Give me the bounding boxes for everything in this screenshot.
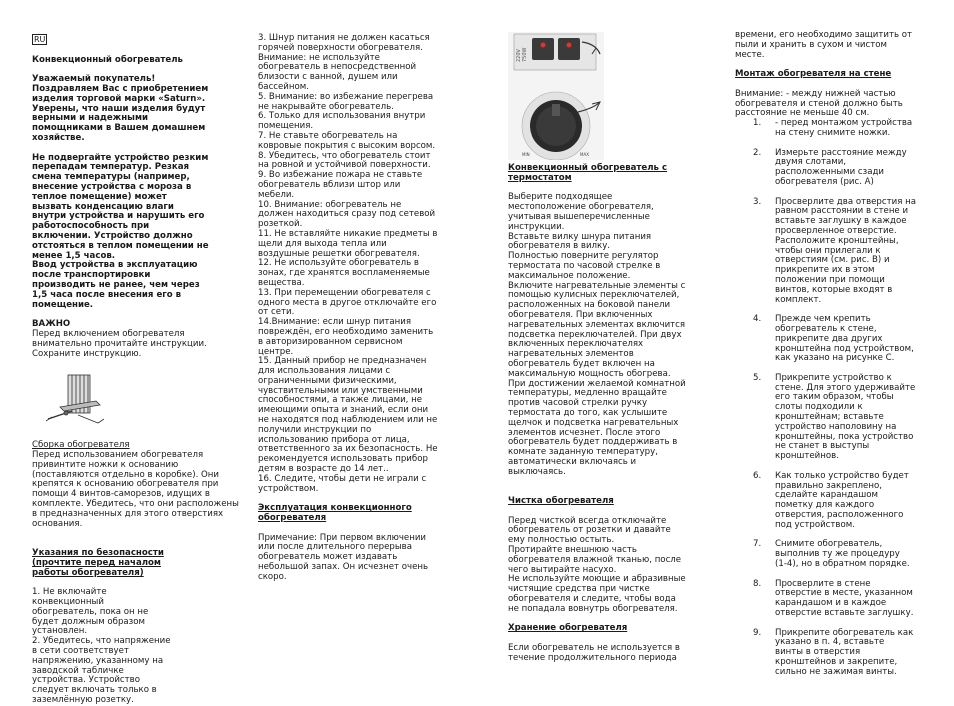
language-badge: RU [34, 35, 46, 44]
panel-power-label: 750W [522, 47, 528, 62]
mount-step: 5. Прикрепите устройство к стене. Для этого удерживайте его таким образом, чтобы слоты подходили к кронштейнам; вставьте устройство наполовину на кронштейны, пока устройство не станет в выступы кронштейнов. [753, 372, 916, 462]
wall-mount-intro: Внимание: - между нижней частью обогревателя и стеной должно быть расстояние не меньше 40 см. [735, 88, 903, 119]
safety-text: 1. Не включайте конвекционный обогреватель, пока он не будет должным образом установлен. 2. Убедитесь, что напряжение в сети соответствует напряжению, указанному на заводской табличке устройства. Устройство следует включать только в заземлённую розетку. [32, 587, 171, 706]
wall-mount-steps [735, 119, 935, 677]
mount-step: 6. Как только устройство будет правильно закреплено, сделайте карандашом пометку для каждого отверстия, расположенного под устройством. [753, 470, 909, 530]
knob-max-label: MAX [580, 152, 589, 157]
column-2 [258, 34, 486, 583]
operation-heading: Эксплуатация конвекционного обогревателя [258, 503, 412, 524]
storage-heading: Хранение обогревателя [508, 623, 628, 634]
product-title: Конвекционный обогреватель [32, 54, 183, 65]
thermostat-text: Выберите подходящее местоположение обогревателя, учитывая вышеперечисленные инструкции. Вставьте вилку шнура питания обогревателя в вилку. Полностью поверните регулятор термостата по часовой стрелке в максимальное положение. Включите нагревательные элементы с помощью кулисных переключателей, расположенных на боковой панели обогревателя. При включенных нагревательных элементах включится подсветка переключателей. При двух включенных переключателях нагревательных элементов обогреватель будет включен на максимальную мощность обогрева. При достижении желаемой комнатной температуры, медленно вращайте против часовой стрелки ручку термостата до того, как услышите щелчок и подсветка нагревательных элементов исчезнет. После этого обогреватель будет поддерживать в комнате заданную температуру, автоматически включаясь и выключаясь. [508, 192, 686, 477]
storage-text: Если обогреватель не используется в течение продолжительного периода [508, 643, 680, 663]
rocker-switch-2 [558, 38, 580, 60]
knob-min-label: MIN [522, 152, 530, 157]
operation-text: Примечание: При первом включении или после длительного перерыва обогреватель может издавать небольшой запах. Он исчезнет очень скоро. [258, 532, 429, 582]
mount-step: 4. Прежде чем крепить обогреватель к стене, прикрепите два других кронштейна под устройством, как указано на рисунке С. [753, 314, 914, 364]
mount-step: 8. Просверлите в стене отверстие в месте, указанном карандашом и в каждое отверстие вставьте заглушку. [753, 578, 914, 619]
assembly-text: Перед использованием обогревателя привинтите ножки к основанию (поставляются отдельно в коробке). Они крепятся к основанию обогревателя при помощи 4 винтов-саморезов, идущих в комплекте. Убедитесь, что они расположены в предназначенных для этого отверстиях основания. [32, 450, 239, 529]
mount-step: 1. - перед монтажом устройства на стену снимите ножки. [753, 118, 913, 138]
column-3 [508, 34, 716, 664]
cleaning-text: Перед чисткой всегда отключайте обогреватель от розетки и давайте ему полностью остыть. Протирайте внешнюю часть обогревателя влажной тканью, после чего вытирайте насухо. Не используйте моющие и абразивные чистящие средства при чистке обогревателя и следите, чтобы вода не попадала вовнутрь обогревателя. [508, 515, 686, 614]
storage-text-continued: времени, его необходимо защитить от пыли и хранить в сухом и чистом месте. [735, 30, 913, 60]
heater-control-panel-photo [508, 32, 604, 160]
safety-heading: Указания по безопасности (прочтите перед началом работы обогревателя) [32, 548, 164, 578]
greeting-text: Уважаемый покупатель! Поздравляем Вас с приобретением изделия торговой марки «Saturn». Уверены, что наши изделия будут верными и надежными помощниками в Вашем домашнем хозяйстве. [32, 74, 209, 143]
column-1 [32, 34, 250, 706]
safety-rules-continued: 3. Шнур питания не должен касаться горячей поверхности обогревателя. Внимание: не используйте обогреватель в непосредственной близости с ванной, душем или бассейном. 5. Внимание: во избежание перегрева не накрывайте обогреватель. 6. Только для использования внутри помещения. 7. Не ставьте обогреватель на ковровые покрытия с высоким ворсом. 8. Убедитесь, что обогреватель стоит на ровной и устойчивой поверхности. 9. Во избежание пожара не ставьте обогреватель вблизи штор или мебели. 10. Внимание: обогреватель не должен находиться сразу под сетевой розеткой. 11. Не вставляйте никакие предметы в щели для выхода тепла или воздушные решетки обогревателя. 12. Не используйте обогреватель в зонах, где хранятся воспламеняемые вещества. 13. При перемещении обогревателя с одного места в другое отключайте его от сети. 14.Внимание: если шнур питания повреждён, его необходимо заменить в авторизированном сервисном центре. 15. Данный прибор не предназначен для использования лицами с ограниченными физическими, чувствительными или умственными способностями, а также лицами, не имеющими опыта и знаний, если они не находятся под наблюдением или не получили инструкции по использованию прибора от лица, ответственного за их безопасность. Не рекомендуется использовать прибор детям в возрасте до 14 лет.. 16. Следите, чтобы дети не играли с устройством. [258, 33, 438, 494]
mount-step: 7. Снимите обогреватель, выполнив ту же процедуру (1-4), но в обратном порядке. [753, 539, 910, 570]
temperature-warning: Не подвергайте устройство резким перепадам температур. Резкая смена температуры (например, внесение устройства с мороза в теплое помещение) может вызвать конденсацию влаги внутри устройства и нарушить его работоспособность при включении. Устройство должно отстояться в теплом помещении не менее 1,5 часов. Ввод устройства в эксплуатацию после транспортировки производить не ранее, чем через 1,5 часа после внесения его в помещение. [32, 152, 209, 310]
column-4 [735, 31, 935, 678]
important-text: Перед включением обогревателя внимательно прочитайте инструкции. Сохраните инструкцию. [32, 328, 207, 359]
mount-step: 9. Прикрепите обогреватель как указано в п. 4, вставьте винты в отверстия кронштейнов и закрепите, сильно не зажимая винты. [753, 627, 914, 677]
leg-assembly-illustration [38, 371, 118, 429]
mount-step: 2. Измерьте расстояние между двумя слотами, расположенными сзади обогревателя (рис. А) [753, 147, 907, 187]
wall-mount-heading: Монтаж обогревателя на стене [735, 69, 892, 80]
thermostat-heading: Конвекционный обогреватель с термостатом [508, 163, 668, 183]
assembly-heading: Сборка обогревателя [32, 440, 130, 451]
panel-voltage-label: 220V [516, 49, 522, 62]
important-heading: ВАЖНО [32, 319, 71, 330]
mount-step: 3. Просверлите два отверстия на равном расстоянии в стене и вставьте заглушку в каждое просверленное отверстие. Расположите кронштейны, чтобы они прилегали к отверстиям (см. рис. B) и прикрепите их в этом положении при помощи винтов, которые входят в комплект. [753, 196, 916, 305]
rocker-switch-1 [532, 38, 554, 60]
cleaning-heading: Чистка обогревателя [508, 496, 614, 507]
